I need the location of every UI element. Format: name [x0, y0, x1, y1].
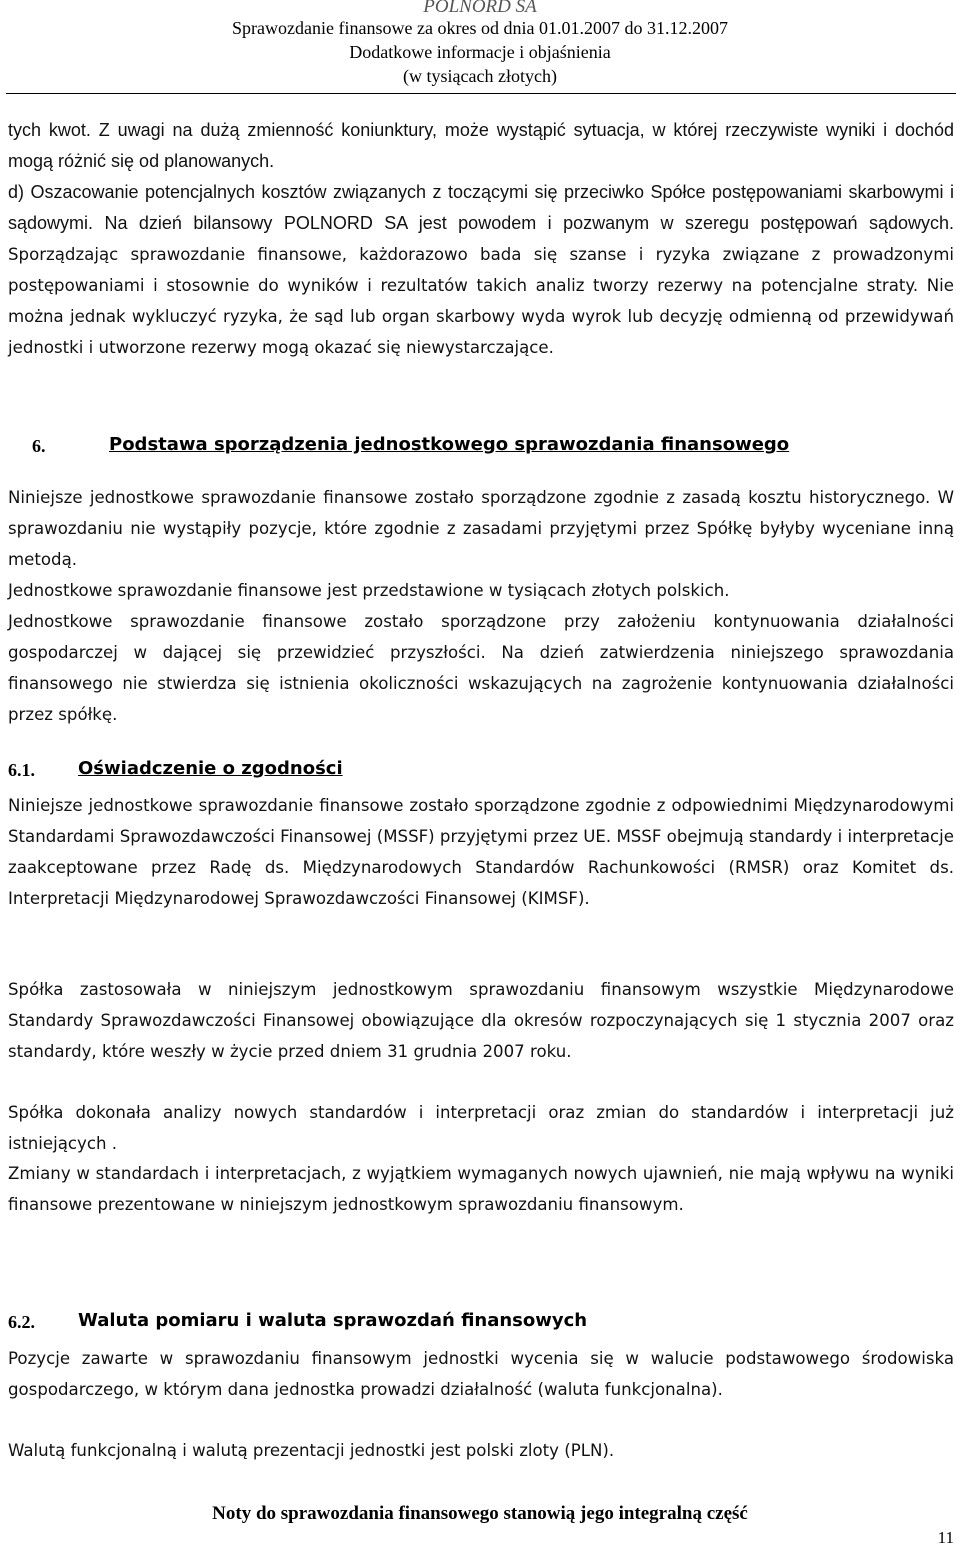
section-6-2-paragraph-2: Walutą funkcjonalną i walutą prezentacji jednostki jest polski zloty (PLN). [8, 1441, 615, 1460]
section-6-1-heading: Oświadczenie o zgodności [78, 758, 343, 779]
header-company: POLNORD SA [423, 0, 537, 17]
section-6-2-paragraph-1: Pozycje zawarte w sprawozdaniu finansowym jednostki wycenia się w walucie podstawowego środowiska gospodarczego, w którym dana jednostka prowadzi działalność (waluta funkcjonalna). [8, 1349, 954, 1399]
section-6-1-paragraph-1: Niniejsze jednostkowe sprawozdanie finansowe zostało sporządzone zgodnie z odpowiednimi Międzynarodowymi Standardami Sprawozdawczości Finansowej (MSSF) przyjętymi przez UE. MSSF obejmują standardy i interpretacje zaakceptowane przez Radę ds. Międzynarodowych Standardów Rachunkowości (RMSR) oraz Komitet ds. Interpretacji Międzynarodowej Sprawozdawczości Finansowej (KIMSF). [8, 796, 954, 908]
section-6-paragraph-3: Jednostkowe sprawozdanie finansowe zostało sporządzone przy założeniu kontynuowania działalności gospodarczej w dającej się przewidzieć przyszłości. Na dzień zatwierdzenia niniejszego sprawozdania finansowego nie stwierdza się istnienia okoliczności wskazujących na zagrożenie kontynuowania działalności przez spółkę. [8, 612, 954, 724]
intro-paragraph-2a: d) Oszacowanie potencjalnych kosztów związanych z toczącymi się przeciwko Spółce postępowaniami skarbowymi i sądowymi. Na dzień bilansowy POLNORD SA jest powodem i pozwanym w szeregu postępowań sądowych. [8, 182, 954, 233]
page-footer-note: Noty do sprawozdania finansowego stanowią jego integralną część [212, 1503, 748, 1524]
intro-paragraph-2b: Sporządzając sprawozdanie finansowe, każdorazowo bada się szanse i ryzyka związane z prowadzonymi postępowaniami i stosownie do wyników i rezultatów takich analiz tworzy rezerwy na potencjalne straty. Nie można jednak wykluczyć ryzyka, że sąd lub organ skarbowy wyda wyrok lub decyzję odmienną od przewidywań jednostki i utworzone rezerwy mogą okazać się niewystarczające. [8, 245, 954, 357]
section-6-1-paragraph-2: Spółka zastosowała w niniejszym jednostkowym sprawozdaniu finansowym wszystkie Międzynarodowe Standardy Sprawozdawczości Finansowej obowiązujące dla okresów rozpoczynających się 1 stycznia 2007 oraz standardy, które weszły w życie przed dniem 31 grudnia 2007 roku. [8, 980, 954, 1061]
section-6-number: 6. [32, 436, 46, 456]
page-number: 11 [937, 1528, 954, 1547]
section-6-1-number: 6.1. [8, 760, 35, 780]
section-6-2-number: 6.2. [8, 1312, 35, 1332]
section-6-2-heading: Waluta pomiaru i waluta sprawozdań finansowych [78, 1310, 588, 1331]
section-6-paragraph-2: Jednostkowe sprawozdanie finansowe jest przedstawione w tysiącach złotych polskich. [8, 581, 730, 600]
section-6-paragraph-1: Niniejsze jednostkowe sprawozdanie finansowe zostało sporządzone zgodnie z zasadą kosztu historycznego. W sprawozdaniu nie wystąpiły pozycje, które zgodnie z zasadami przyjętymi przez Spółkę byłyby wyceniane inną metodą. [8, 488, 954, 569]
intro-paragraph-2 [8, 177, 954, 363]
header-divider [6, 93, 956, 94]
header-subtitle: Dodatkowe informacje i objaśnienia [349, 42, 611, 62]
section-6-1-paragraph-3: Spółka dokonała analizy nowych standardów i interpretacji oraz zmian do standardów i interpretacji już istniejących . [8, 1103, 954, 1153]
section-6-1-paragraph-4: Zmiany w standardach i interpretacjach, z wyjątkiem wymaganych nowych ujawnień, nie mają wpływu na wyniki finansowe prezentowane w niniejszym jednostkowym sprawozdaniu finansowym. [8, 1164, 954, 1214]
header-units: (w tysiącach złotych) [403, 66, 557, 86]
section-6-heading: Podstawa sporządzenia jednostkowego sprawozdania finansowego [109, 434, 790, 455]
intro-paragraph-1: tych kwot. Z uwagi na dużą zmienność koniunktury, może wystąpić sytuacja, w której rzeczywiste wyniki i dochód mogą różnić się od planowanych. [8, 120, 954, 171]
header-report-period: Sprawozdanie finansowe za okres od dnia 01.01.2007 do 31.12.2007 [232, 18, 728, 38]
